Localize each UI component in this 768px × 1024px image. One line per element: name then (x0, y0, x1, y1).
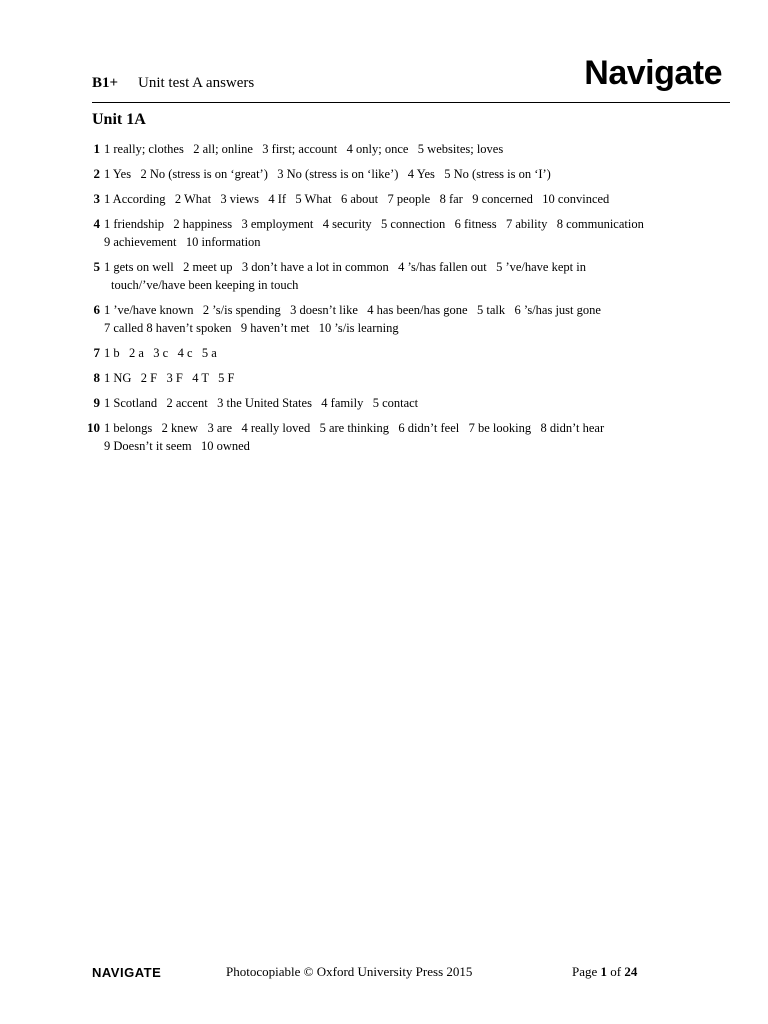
answer-line: 1 According 2 What 3 views 4 If 5 What 6 about 7 people 8 far 9 concerned 10 convinced (104, 192, 610, 206)
question-number: 3 (93, 191, 100, 206)
answer-item-5 (86, 258, 726, 294)
answer-line-continued: 9 achievement 10 information (104, 235, 261, 249)
page-footer (92, 964, 712, 984)
unit-heading: Unit 1A (92, 111, 146, 128)
question-number: 9 (93, 395, 100, 410)
question-number: 8 (93, 370, 100, 385)
answer-item-9 (86, 394, 726, 412)
question-number: 2 (93, 166, 100, 181)
answer-line: 1 NG 2 F 3 F 4 T 5 F (104, 371, 235, 385)
question-number: 1 (93, 141, 100, 156)
question-number: 7 (93, 345, 100, 360)
answer-line-continued: 9 Doesn’t it seem 10 owned (104, 439, 250, 453)
question-number: 4 (93, 216, 100, 231)
answer-item-3 (86, 190, 726, 208)
footer-brand: NAVIGATE (92, 965, 162, 980)
answer-line: 1 Scotland 2 accent 3 the United States 4 family 5 contact (104, 396, 419, 410)
answer-item-7 (86, 344, 726, 362)
answer-line: 1 friendship 2 happiness 3 employment 4 security 5 connection 6 fitness 7 ability 8 communication (104, 217, 644, 231)
answer-item-2 (86, 165, 726, 183)
answer-line: 1 b 2 a 3 c 4 c 5 a (104, 346, 217, 360)
page-number (572, 964, 637, 980)
question-number: 5 (93, 259, 100, 274)
question-number: 6 (93, 302, 100, 317)
answer-line: 1 really; clothes 2 all; online 3 first; account 4 only; once 5 websites; loves (104, 142, 504, 156)
page-header (92, 54, 730, 104)
question-number: 10 (87, 420, 100, 435)
answer-item-1 (86, 140, 726, 158)
answer-line: 1 Yes 2 No (stress is on ‘great’) 3 No (stress is on ‘like’) 4 Yes 5 No (stress is on ‘I’) (104, 167, 551, 181)
answer-item-4 (86, 215, 726, 251)
answer-list (86, 140, 726, 462)
page-of: of (610, 964, 622, 979)
answer-line-continued: 7 called 8 haven’t spoken 9 haven’t met 10 ’s/is learning (104, 321, 399, 335)
test-title: Unit test A answers (138, 75, 255, 91)
answer-item-6 (86, 301, 726, 337)
answer-line-continued: touch/’ve/have been keeping in touch (111, 278, 299, 292)
answer-line: 1 gets on well 2 meet up 3 don’t have a lot in common 4 ’s/has fallen out 5 ’ve/have kept in (104, 260, 586, 274)
answer-item-8 (86, 369, 726, 387)
level-label: B1+ (92, 75, 119, 91)
page-label: Page (572, 964, 598, 979)
answer-line: 1 ’ve/have known 2 ’s/is spending 3 doesn’t like 4 has been/has gone 5 talk 6 ’s/has just gone (104, 303, 601, 317)
header-divider (92, 102, 730, 103)
page-total: 24 (624, 964, 638, 979)
page-current: 1 (600, 964, 608, 979)
copyright-notice: Photocopiable © Oxford University Press 2015 (226, 964, 473, 979)
answer-line: 1 belongs 2 knew 3 are 4 really loved 5 are thinking 6 didn’t feel 7 be looking 8 didn’t hear (104, 421, 605, 435)
brand-logo: Navigate (584, 54, 722, 92)
answer-item-10 (86, 419, 726, 455)
